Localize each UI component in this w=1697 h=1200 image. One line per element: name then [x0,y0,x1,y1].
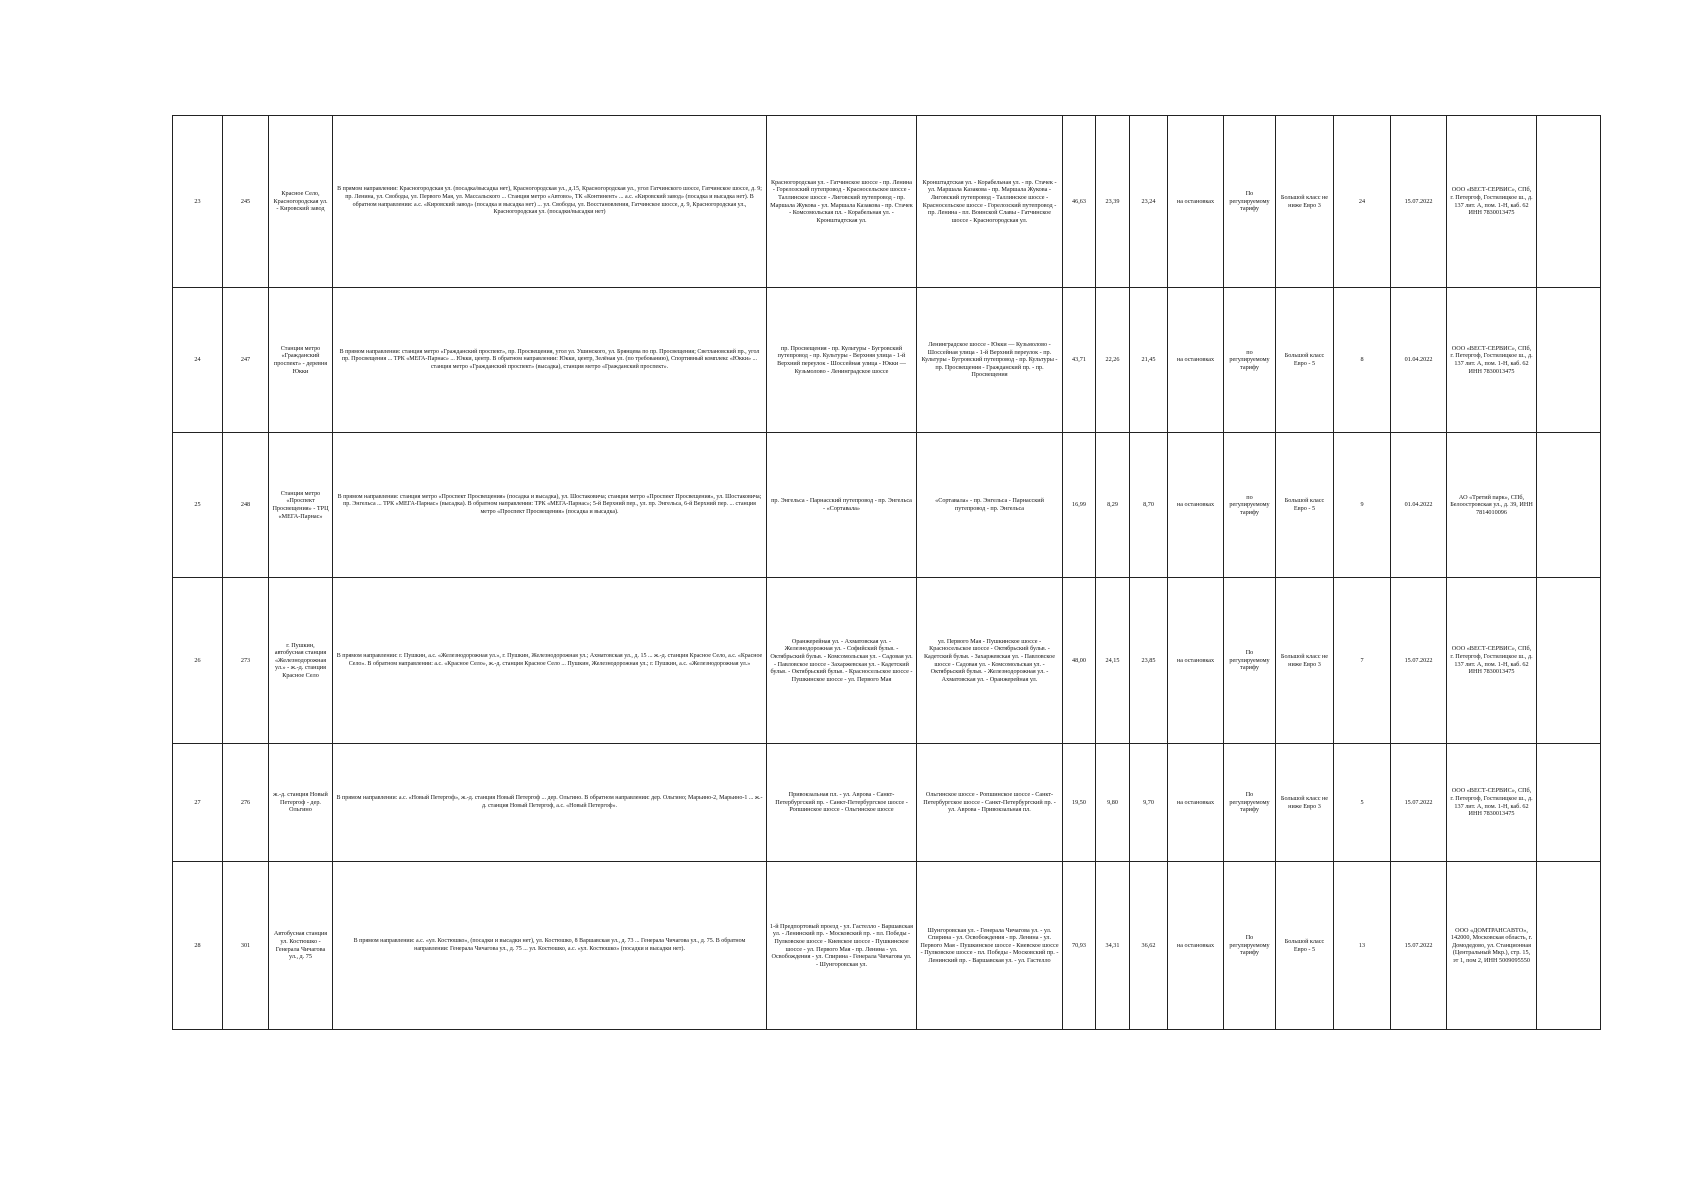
route-name: Станция метро «Проспект Просвещения» - ТРЦ «МЕГА-Парнас» [269,433,333,578]
table-row [173,862,1601,1030]
start-date: 15.07.2022 [1391,116,1447,288]
carrier-info: ООО «ДОМТРАНСАВТО», 142000, Московская область, г. Домодедово, ул. Станционная (Центральный Мкр.), стр. 15, эт 1, пом 2, ИНН 5009095550 [1447,862,1537,1030]
length-total: 46,63 [1063,116,1096,288]
streets-backward: Ольгинское шоссе - Ропшинское шоссе - Санкт-Петербургское шоссе - Санкт-Петербургский пр. - ул. Аврова - Привокзальная пл. [917,744,1063,862]
route-number: 276 [223,744,269,862]
start-date: 15.07.2022 [1391,862,1447,1030]
empty-cell [1537,116,1601,288]
vehicle-count: 9 [1334,433,1391,578]
row-number: 27 [173,744,223,862]
start-date: 15.07.2022 [1391,578,1447,744]
vehicle-class: Большой класс не ниже Евро 3 [1276,744,1334,862]
table-row [173,116,1601,288]
length-forward: 9,80 [1096,744,1130,862]
vehicle-count: 13 [1334,862,1391,1030]
streets-forward: пр. Просвещения - пр. Культуры - Бугровский путепровод - пр. Культуры - Верхняя улица - 1-й Верхний переулок - Шоссейная улица - Юкки — Кузьмолово - Ленинградское шоссе [767,288,917,433]
route-number: 273 [223,578,269,744]
tariff-type: По регулируемому тарифу [1224,116,1276,288]
boarding-procedure: на остановках [1168,288,1224,433]
table-row [173,744,1601,862]
start-date: 01.04.2022 [1391,433,1447,578]
table-row [173,288,1601,433]
vehicle-class: Большой класс Евро - 5 [1276,288,1334,433]
route-table [172,115,1601,1030]
boarding-procedure: на остановках [1168,433,1224,578]
tariff-type: по регулируемому тарифу [1224,433,1276,578]
tariff-type: По регулируемому тарифу [1224,744,1276,862]
row-number: 28 [173,862,223,1030]
route-register-sheet [172,115,1600,1030]
route-name: Автобусная станция ул. Костюшко - Генерала Чичагова ул., д. 75 [269,862,333,1030]
length-forward: 23,39 [1096,116,1130,288]
length-total: 48,00 [1063,578,1096,744]
streets-forward: пр. Энгельса - Парнасский путепровод - пр. Энгельса - «Сортавала» [767,433,917,578]
route-number: 301 [223,862,269,1030]
boarding-procedure: на остановках [1168,578,1224,744]
stops-sequence: В прямом направлении: а.с. «ул. Костюшко», (посадки и высадки нет), ул. Костюшко, 8 Варшавская ул., д. 73 ... Генерала Чичагова ул., д. 75. В обратном направлении: Генерала Чичагова ул., д. 75 ... ул. Костюшко, а.с. «ул. Костюшко» (посадки и высадки нет). [333,862,767,1030]
route-name: Красное Село, Красногородская ул. - Кировский завод [269,116,333,288]
length-forward: 22,26 [1096,288,1130,433]
streets-backward: Кронштадтская ул. - Корабельная ул. - пр. Стачек - ул. Маршала Казакова - пр. Маршала Жукова - Лиговский путепровод - Таллинское шоссе - Красносельское шоссе - Горелозский путепровод - пр. Ленина - пл. Воинской Славы - Гатчинское шоссе - Красногородская ул. [917,116,1063,288]
carrier-info: ООО «ВЕСТ-СЕРВИС», СПб, г. Петергоф, Гостилицкое ш., д. 137 лит. А, пом. 1-Н, каб. 62 ИНН 7830013475 [1447,578,1537,744]
carrier-info: АО «Третий парк», СПб, Белоостровская ул., д. 39, ИНН 7814010096 [1447,433,1537,578]
length-backward: 23,85 [1130,578,1168,744]
route-number: 245 [223,116,269,288]
streets-backward: Ленинградское шоссе - Юкки — Кузьмолово - Шоссейная улица - 1-й Верхний переулок - пр. Культуры - Бугровский путепровод - пр. Культуры - пр. Просвещения - Гражданский пр. - пр. Просвещения [917,288,1063,433]
carrier-info: ООО «ВЕСТ-СЕРВИС», СПб, г. Петергоф, Гостилицкое ш., д. 137 лит. А, пом. 1-Н, каб. 62 ИНН 7830013475 [1447,116,1537,288]
empty-cell [1537,433,1601,578]
length-backward: 8,70 [1130,433,1168,578]
row-number: 26 [173,578,223,744]
start-date: 15.07.2022 [1391,744,1447,862]
empty-cell [1537,578,1601,744]
stops-sequence: В прямом направлении: г. Пушкин, а.с. «Железнодорожная ул.», г. Пушкин, Железнодорожная ул.; Ахматовская ул., д. 15 ... ж.-д. станция Красное Село, а.с. «Красное Село». В обратном направлении: а.с. «Красное Село», ж.-д. станция Красное Село ... Пушкин, Железнодорожная ул.; г. Пушкин, а.с. «Железнодорожная ул.» [333,578,767,744]
boarding-procedure: на остановках [1168,862,1224,1030]
route-name: Станция метро «Гражданский проспект» - деревня Юкки [269,288,333,433]
vehicle-count: 24 [1334,116,1391,288]
carrier-info: ООО «ВЕСТ-СЕРВИС», СПб, г. Петергоф, Гостилицкое ш., д. 137 лит. А, пом. 1-Н, каб. 62 ИНН 7830013475 [1447,288,1537,433]
tariff-type: По регулируемому тарифу [1224,578,1276,744]
table-row [173,433,1601,578]
empty-cell [1537,744,1601,862]
stops-sequence: В прямом направлении: станция метро «Гражданский проспект», пр. Просвещения, угол ул. Ушинского, ул. Брянцева по пр. Просвещения; Светлановский пр., угол пр. Просвещения ... ТРК «МЕГА-Парнас» ... Юкки, центр. В обратном направлении: Юкки, центр, Зелёная ул. (по требованию), Спортивный комплекс «Юкки» ... станция метро «Гражданский проспект» (высадка), станция метро «Гражданский проспект». [333,288,767,433]
streets-backward: «Сортавала» - пр. Энгельса - Парнасский путепровод - пр. Энгельса [917,433,1063,578]
row-number: 24 [173,288,223,433]
row-number: 23 [173,116,223,288]
length-forward: 34,31 [1096,862,1130,1030]
boarding-procedure: на остановках [1168,744,1224,862]
tariff-type: По регулируемому тарифу [1224,862,1276,1030]
streets-forward: Красногородская ул. - Гатчинское шоссе - пр. Ленина - Горелозский путепровод - Красносельское шоссе - Таллинское шоссе - Лиговский путепровод - пр. Маршала Жукова - ул. Маршала Казакова - пр. Стачек - Комсомольская пл. - Корабельная ул. - Кронштадтская ул. [767,116,917,288]
row-number: 25 [173,433,223,578]
stops-sequence: В прямом направлении: станция метро «Проспект Просвещения» (посадка и высадка), ул. Шостаковича; станция метро «Проспект Просвещения», ул. Шостаковича; пр. Энгельса ... ТРК «МЕГА-Парнас» (высадка). В обратном направлении: ТРК «МЕГА-Парнас»; 5-й Верхний пер., ул. пр. Энгельса, 6-й Верхний пер. ... станция метро «Проспект Просвещения» (посадка и высадка). [333,433,767,578]
vehicle-count: 8 [1334,288,1391,433]
streets-backward: Шунгоровская ул. - Генерала Чичагова ул. - ул. Спирина - ул. Освобождения - пр. Ленина - ул. Первого Мая - Пушкинское шоссе - Киевское шоссе - Пулковское шоссе - пл. Победы - Московский пр. - Ленинский пр. - Варшавская ул. - ул. Гастелло [917,862,1063,1030]
start-date: 01.04.2022 [1391,288,1447,433]
boarding-procedure: на остановках [1168,116,1224,288]
stops-sequence: В прямом направлении: Красногородская ул. (посадка/высадка нет), Красногородская ул., д.15, Красногородская ул., угол Гатчинского шоссе, Гатчинское шоссе, д. 9; пр. Ленина, ул. Свободы, ул. Первого Мая, ул. Массальского ... Станция метро «Автово», ТК «Континент» ... а.с. «Кировский завод» (посадка и высадка нет). В обратном направлении: а.с. «Кировский завод» (посадка и высадка нет) ... ул. Свободы, ул. Восстановления, Гатчинское шоссе, д. 9, Красногородская ул., Красногородская ул. (посадки/высадки нет) [333,116,767,288]
vehicle-count: 5 [1334,744,1391,862]
empty-cell [1537,288,1601,433]
streets-forward: Привокзальная пл. - ул. Аврова - Санкт-Петербургский пр. - Санкт-Петербургское шоссе - Ропшинское шоссе - Ольгинское шоссе [767,744,917,862]
length-backward: 21,45 [1130,288,1168,433]
streets-forward: Оранжерейная ул. - Ахматовская ул. - Железнодорожная ул. - Софийский бульв. - Октябрьский бульв. - Комсомольская ул. - Садовая ул. - Павловское шоссе - Захаржевская ул. - Кадетский бульв. - Октябрьский бульв. - Красносельское шоссе - Пушкинское шоссе - ул. Первого Мая [767,578,917,744]
carrier-info: ООО «ВЕСТ-СЕРВИС», СПб, г. Петергоф, Гостилицкое ш., д. 137 лит. А, пом. 1-Н, каб. 62 ИНН 7830013475 [1447,744,1537,862]
length-forward: 8,29 [1096,433,1130,578]
length-backward: 36,62 [1130,862,1168,1030]
length-total: 43,71 [1063,288,1096,433]
empty-cell [1537,862,1601,1030]
route-number: 247 [223,288,269,433]
route-name: г. Пушкин, автобусная станция «Железнодорожная ул.» - ж.-д. станция Красное Село [269,578,333,744]
vehicle-class: Большой класс не ниже Евро 3 [1276,578,1334,744]
vehicle-class: Большой класс Евро - 5 [1276,862,1334,1030]
length-total: 19,50 [1063,744,1096,862]
tariff-type: по регулируемому тарифу [1224,288,1276,433]
streets-forward: 1-й Предпортовый проезд - ул. Гастелло - Варшавская ул. - Ленинский пр. - Московский пр. - пл. Победы - Пулковское шоссе - Киевское шоссе - Пушкинское шоссе - ул. Первого Мая - пр. Ленина - ул. Освобождения - ул. Спирина - Генерала Чичагова ул. - Шунгоровская ул. [767,862,917,1030]
vehicle-class: Большой класс Евро - 5 [1276,433,1334,578]
route-number: 248 [223,433,269,578]
stops-sequence: В прямом направлении: а.с. «Новый Петергоф», ж.-д. станция Новый Петергоф ... дер. Ольгино. В обратном направлении: дер. Ольгино; Марьино-2, Марьино-1 ... ж.-д. станция Новый Петергоф, а.с. «Новый Петергоф». [333,744,767,862]
vehicle-class: Большой класс не ниже Евро 3 [1276,116,1334,288]
length-total: 70,93 [1063,862,1096,1030]
length-forward: 24,15 [1096,578,1130,744]
streets-backward: ул. Первого Мая - Пушкинское шоссе - Красносельское шоссе - Октябрьский бульв. - Кадетский бульв. - Захаржевская ул. - Павловское шоссе - Садовая ул. - Комсомольская ул. - Октябрьский бульв. - Железнодорожная ул. - Ахматовская ул. - Оранжерейная ул. [917,578,1063,744]
length-total: 16,99 [1063,433,1096,578]
length-backward: 9,70 [1130,744,1168,862]
length-backward: 23,24 [1130,116,1168,288]
table-row [173,578,1601,744]
vehicle-count: 7 [1334,578,1391,744]
route-name: ж.-д. станция Новый Петергоф - дер. Ольгино [269,744,333,862]
